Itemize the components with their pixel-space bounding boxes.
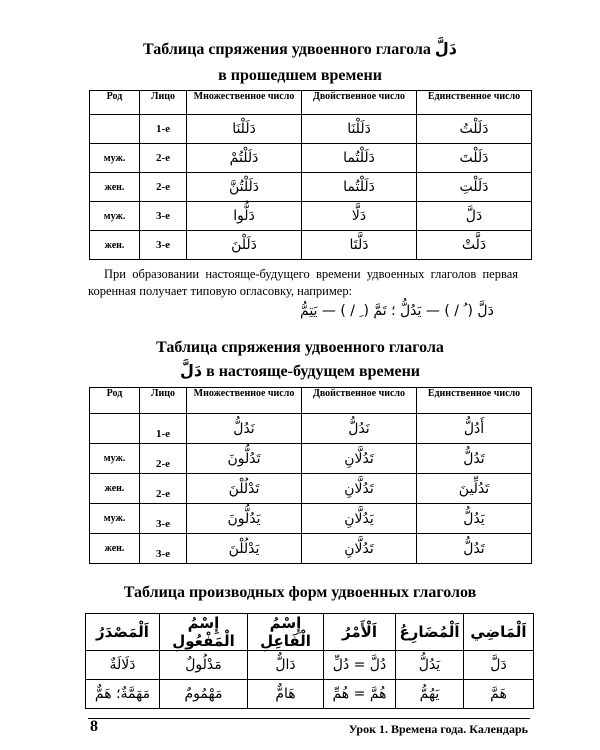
past-tense-table bbox=[89, 90, 532, 260]
dual-cell: دَلَّتَا bbox=[302, 231, 417, 260]
table1-title-verb: دَلَّ bbox=[434, 39, 457, 58]
dual-cell: دَلَّا bbox=[302, 202, 417, 231]
present-tense-table bbox=[89, 387, 532, 564]
person-cell: 2-е bbox=[140, 474, 187, 504]
dual-cell: تَدُلَّانِ bbox=[302, 534, 417, 564]
header-singular: Единственное число bbox=[417, 91, 532, 115]
header-gender: Род bbox=[90, 91, 140, 115]
header-past: اَلْمَاضِي bbox=[464, 614, 534, 651]
table-row bbox=[90, 414, 532, 444]
footer-divider bbox=[88, 718, 530, 719]
dual-cell: دَلَلْنَا bbox=[302, 115, 417, 144]
table-header-row bbox=[90, 91, 532, 115]
table-row bbox=[90, 474, 532, 504]
person-cell: 2-е bbox=[140, 173, 187, 202]
plural-cell: نَدُلُّ bbox=[187, 414, 302, 444]
header-dual: Двойственное число bbox=[302, 91, 417, 115]
table2-subtitle-text: в настояще-будущем времени bbox=[206, 363, 421, 380]
masdar-cell: دَلَالَةٌ bbox=[86, 651, 160, 680]
person-cell: 3-е bbox=[140, 534, 187, 564]
table-row bbox=[90, 444, 532, 474]
table-row bbox=[90, 534, 532, 564]
gender-cell: муж. bbox=[90, 144, 140, 173]
gender-cell: муж. bbox=[90, 504, 140, 534]
dual-cell: يَدُلَّانِ bbox=[302, 504, 417, 534]
header-passive-participle: إِسْمُ الْمَفْعُولِ bbox=[160, 614, 248, 651]
gender-cell bbox=[90, 115, 140, 144]
singular-cell: أَدُلُّ bbox=[417, 414, 532, 444]
plural-cell: تَدْلُلْنَ bbox=[187, 474, 302, 504]
table2-title: Таблица спряжения удвоенного глагола bbox=[156, 339, 444, 356]
plural-cell: دَلَلْنَ bbox=[187, 231, 302, 260]
header-plural: Множественное число bbox=[187, 91, 302, 115]
plural-cell: دَلَلْتُنَّ bbox=[187, 173, 302, 202]
plural-cell: يَدُلُّونَ bbox=[187, 504, 302, 534]
imperative-cell: دُلَّ = دُلِّ bbox=[324, 651, 396, 680]
plural-cell: تَدُلُّونَ bbox=[187, 444, 302, 474]
plural-cell: دَلَلْتُمْ bbox=[187, 144, 302, 173]
gender-cell: жен. bbox=[90, 231, 140, 260]
person-cell: 1-е bbox=[140, 115, 187, 144]
dual-cell: دَلَلْتُما bbox=[302, 144, 417, 173]
dual-cell: تَدُلَّانِ bbox=[302, 444, 417, 474]
singular-cell: دَلَّتْ bbox=[417, 231, 532, 260]
person-cell: 3-е bbox=[140, 202, 187, 231]
explanation-paragraph: При образовании настояще-будущего времени удвоенных глаголов первая коренная получает типовую огласовку, например: bbox=[88, 267, 518, 298]
singular-cell: تَدُلِّينَ bbox=[417, 474, 532, 504]
dual-cell: دَلَلْتُما bbox=[302, 173, 417, 202]
header-present: اَلْمُضَارِعُ bbox=[396, 614, 464, 651]
dual-cell: تَدُلَّانِ bbox=[302, 474, 417, 504]
singular-cell: دَلَلْتِ bbox=[417, 173, 532, 202]
page-number: 8 bbox=[90, 718, 98, 735]
singular-cell: يَدُلُّ bbox=[417, 504, 532, 534]
passive-participle-cell: مَهْمُومٌ bbox=[160, 680, 248, 709]
singular-cell: تَدُلُّ bbox=[417, 444, 532, 474]
present-cell: يَهُمُّ bbox=[396, 680, 464, 709]
header-person: Лицо bbox=[140, 91, 187, 115]
running-title: Урок 1. Времена года. Календарь bbox=[348, 722, 528, 736]
table1-title-text: Таблица спряжения удвоенного глагола bbox=[143, 41, 431, 58]
table-row bbox=[86, 651, 534, 680]
gender-cell: муж. bbox=[90, 202, 140, 231]
person-cell: 3-е bbox=[140, 231, 187, 260]
header-dual: Двойственное число bbox=[302, 388, 417, 414]
table-row bbox=[90, 202, 532, 231]
header-gender: Род bbox=[90, 388, 140, 414]
header-imperative: اَلْأَمْرُ bbox=[324, 614, 396, 651]
table-header-row bbox=[86, 614, 534, 651]
gender-cell: жен. bbox=[90, 534, 140, 564]
header-plural: Множественное число bbox=[187, 388, 302, 414]
table1-title bbox=[0, 39, 600, 60]
plural-cell: يَدْلُلْنَ bbox=[187, 534, 302, 564]
singular-cell: دَلَلْتُ bbox=[417, 115, 532, 144]
imperative-cell: هُمَّ = هُمِّ bbox=[324, 680, 396, 709]
singular-cell: تَدُلُّ bbox=[417, 534, 532, 564]
header-active-participle: إِسْمُ الْفَاعِلِ bbox=[248, 614, 324, 651]
active-participle-cell: هَامٌّ bbox=[248, 680, 324, 709]
table-row bbox=[90, 231, 532, 260]
gender-cell: муж. bbox=[90, 444, 140, 474]
table-row bbox=[90, 144, 532, 173]
masdar-cell: مَهَمَّةٌ؛ هَمٌّ bbox=[86, 680, 160, 709]
table2-subtitle bbox=[0, 361, 600, 382]
header-singular: Единственное число bbox=[417, 388, 532, 414]
derived-forms-table bbox=[85, 613, 534, 709]
table-row bbox=[90, 115, 532, 144]
table-row bbox=[90, 173, 532, 202]
table-header-row bbox=[90, 388, 532, 414]
person-cell: 2-е bbox=[140, 444, 187, 474]
example-formula: دَلَّ ( ُ / ) — يَدُلُّ ؛ تَمَّ ( ِ / ) — يَتِمُّ bbox=[300, 303, 494, 319]
past-cell: هَمَّ bbox=[464, 680, 534, 709]
person-cell: 3-е bbox=[140, 504, 187, 534]
gender-cell: жен. bbox=[90, 474, 140, 504]
table3-title: Таблица производных форм удвоенных глаголов bbox=[123, 584, 477, 601]
active-participle-cell: دَالٌّ bbox=[248, 651, 324, 680]
plural-cell: دَلَلْنَا bbox=[187, 115, 302, 144]
passive-participle-cell: مَدْلُولٌ bbox=[160, 651, 248, 680]
table2-title-verb: دَلَّ bbox=[179, 361, 203, 380]
present-cell: يَدُلُّ bbox=[396, 651, 464, 680]
table1-subtitle: в прошедшем времени bbox=[218, 67, 382, 84]
dual-cell: نَدُلُّ bbox=[302, 414, 417, 444]
table-row bbox=[86, 680, 534, 709]
person-cell: 1-е bbox=[140, 414, 187, 444]
singular-cell: دَلَلْتَ bbox=[417, 144, 532, 173]
plural-cell: دَلُّوا bbox=[187, 202, 302, 231]
header-person: Лицо bbox=[140, 388, 187, 414]
person-cell: 2-е bbox=[140, 144, 187, 173]
gender-cell bbox=[90, 414, 140, 444]
gender-cell: жен. bbox=[90, 173, 140, 202]
singular-cell: دَلَّ bbox=[417, 202, 532, 231]
table-row bbox=[90, 504, 532, 534]
header-masdar: اَلْمَصْدَرُ bbox=[86, 614, 160, 651]
past-cell: دَلَّ bbox=[464, 651, 534, 680]
